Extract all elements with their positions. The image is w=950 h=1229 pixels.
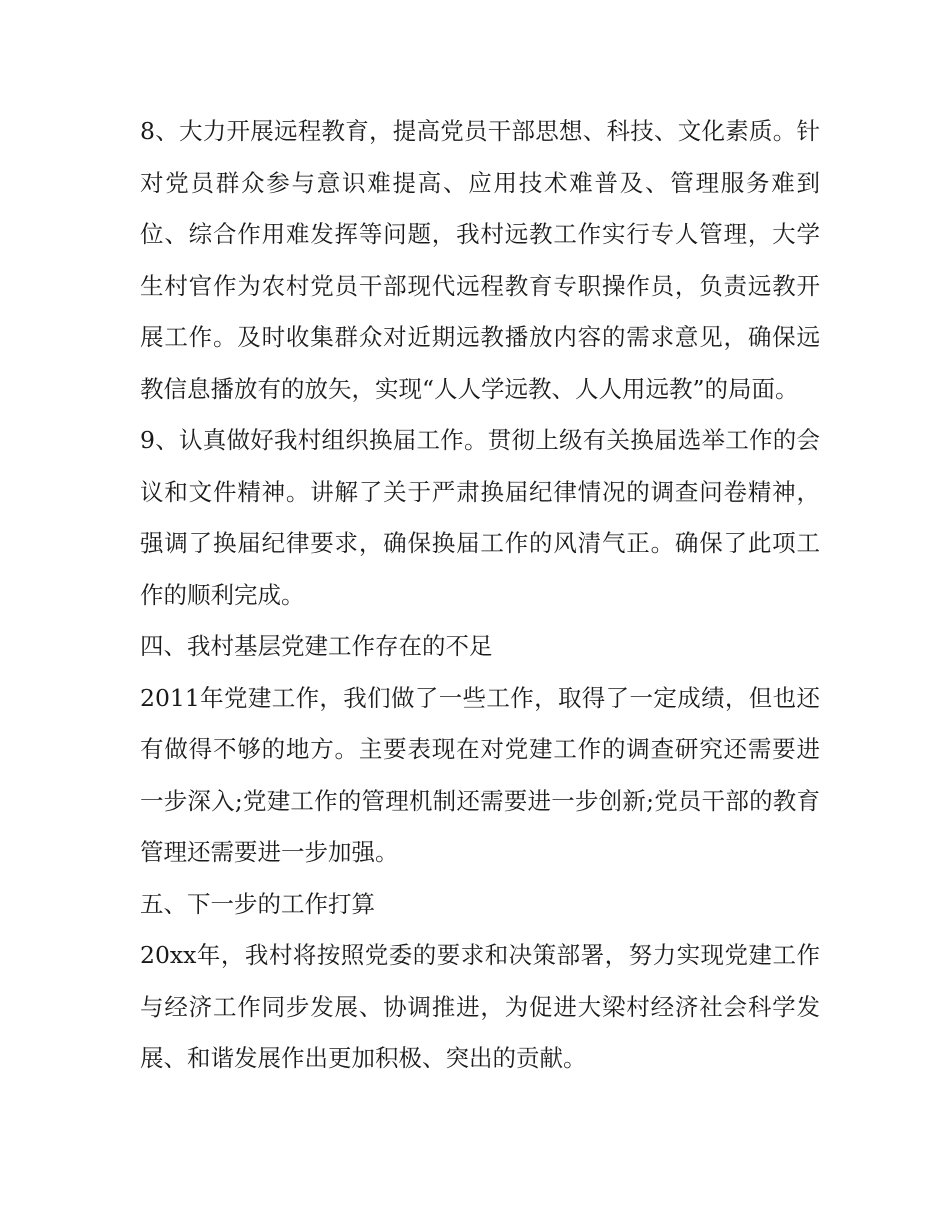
paragraph-item-8: 8、大力开展远程教育，提高党员干部思想、科技、文化素质。针对党员群众参与意识难提高、应用技术难普及、管理服务难到位、综合作用难发挥等问题，我村远教工作实行专人管理，大学生村官作为农村党员干部现代远程教育专职操作员，负责远教开展工作。及时收集群众对近期远教播放内容的需求意见，确保远教信息播放有的放矢，实现“人人学远教、人人用远教”的局面。 [140, 117, 820, 403]
paragraph-next-plan: 20xx年，我村将按照党委的要求和决策部署，努力实现党建工作与经济工作同步发展、协调推进，为促进大梁村经济社会科学发展、和谐发展作出更加积极、突出的贡献。 [140, 941, 820, 1072]
paragraph-shortcomings: 2011年党建工作，我们做了一些工作，取得了一定成绩，但也还有做得不够的地方。主要表现在对党建工作的调查研究还需要进一步深入;党建工作的管理机制还需要进一步创新;党员干部的教育管理还需要进一步加强。 [140, 683, 820, 866]
section-heading-shortcomings: 四、我村基层党建工作存在的不足 [140, 632, 493, 660]
paragraph-item-9: 9、认真做好我村组织换届工作。贯彻上级有关换届选举工作的会议和文件精神。讲解了关于严肃换届纪律情况的调查问卷精神，强调了换届纪律要求，确保换届工作的风清气正。确保了此项工作的顺利完成。 [140, 426, 820, 609]
section-heading-next-plan: 五、下一步的工作打算 [140, 889, 375, 918]
document-body [140, 106, 820, 1085]
